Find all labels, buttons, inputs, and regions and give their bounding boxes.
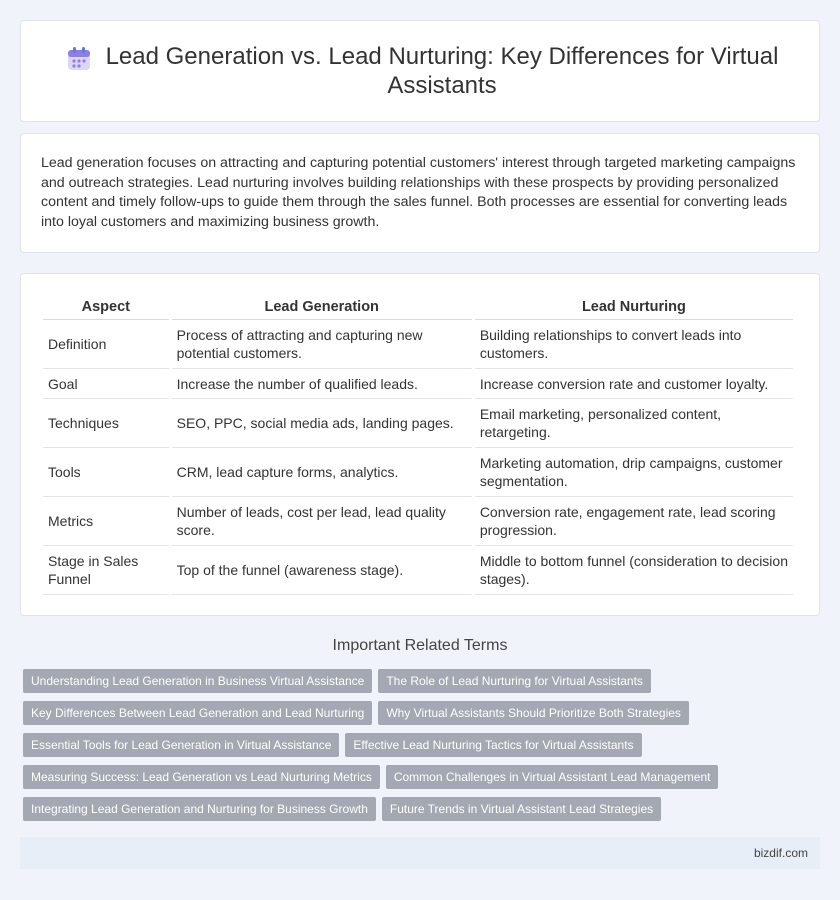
related-term-tag[interactable]: Measuring Success: Lead Generation vs Lead Nurturing Metrics <box>23 765 380 789</box>
related-terms-list <box>23 669 823 829</box>
footer <box>20 837 820 869</box>
table-cell: SEO, PPC, social media ads, landing pages. <box>172 399 472 448</box>
table-cell: Increase conversion rate and customer loyalty. <box>475 369 793 399</box>
column-header-lead-nurturing: Lead Nurturing <box>475 294 793 320</box>
tag-row <box>23 669 823 693</box>
comparison-table <box>40 294 796 595</box>
table-cell: Conversion rate, engagement rate, lead scoring progression. <box>475 497 793 546</box>
related-term-tag[interactable]: Key Differences Between Lead Generation and Lead Nurturing <box>23 701 372 725</box>
tag-row <box>23 765 823 789</box>
table-cell: Goal <box>43 369 169 399</box>
related-terms-title: Important Related Terms <box>332 637 508 654</box>
related-term-tag[interactable]: Why Virtual Assistants Should Prioritize Both Strategies <box>378 701 689 725</box>
related-term-tag[interactable]: Integrating Lead Generation and Nurturing for Business Growth <box>23 797 376 821</box>
page-title: Lead Generation vs. Lead Nurturing: Key Differences for Virtual Assistants <box>105 43 779 99</box>
table-row <box>43 546 793 595</box>
table-cell: Top of the funnel (awareness stage). <box>172 546 472 595</box>
related-term-tag[interactable]: Understanding Lead Generation in Business Virtual Assistance <box>23 669 372 693</box>
related-term-tag[interactable]: Essential Tools for Lead Generation in Virtual Assistance <box>23 733 339 757</box>
related-term-tag[interactable]: The Role of Lead Nurturing for Virtual Assistants <box>378 669 651 693</box>
table-cell: Process of attracting and capturing new potential customers. <box>172 320 472 369</box>
table-cell: Email marketing, personalized content, retargeting. <box>475 399 793 448</box>
table-row <box>43 369 793 399</box>
column-header-lead-generation: Lead Generation <box>172 294 472 320</box>
header-card <box>20 20 820 122</box>
table-cell: Tools <box>43 448 169 497</box>
table-cell: Middle to bottom funnel (consideration to decision stages). <box>475 546 793 595</box>
related-term-tag[interactable]: Future Trends in Virtual Assistant Lead Strategies <box>382 797 661 821</box>
table-header-row <box>43 294 793 320</box>
comparison-card <box>20 273 820 616</box>
table-cell: Marketing automation, drip campaigns, customer segmentation. <box>475 448 793 497</box>
footer-site-link[interactable]: bizdif.com <box>753 846 808 860</box>
table-cell: Stage in Sales Funnel <box>43 546 169 595</box>
related-term-tag[interactable]: Common Challenges in Virtual Assistant Lead Management <box>386 765 719 789</box>
table-cell: CRM, lead capture forms, analytics. <box>172 448 472 497</box>
table-cell: Increase the number of qualified leads. <box>172 369 472 399</box>
related-term-tag[interactable]: Effective Lead Nurturing Tactics for Virtual Assistants <box>345 733 641 757</box>
table-row <box>43 320 793 369</box>
intro-card <box>20 133 820 253</box>
tag-row <box>23 733 823 757</box>
table-row <box>43 399 793 448</box>
table-cell: Techniques <box>43 399 169 448</box>
intro-paragraph: Lead generation focuses on attracting and capturing potential customers' interest through targeted marketing campaigns and outreach strategies. Lead nurturing involves building relationships with these prospects by providing personalized content and timely follow-ups to guide them through the sales funnel. Both processes are essential for converting leads into loyal customers and maximizing business growth. <box>41 155 796 230</box>
tag-row <box>23 797 823 821</box>
table-cell: Metrics <box>43 497 169 546</box>
table-cell: Number of leads, cost per lead, lead quality score. <box>172 497 472 546</box>
table-row <box>43 448 793 497</box>
table-row <box>43 497 793 546</box>
column-header-aspect: Aspect <box>43 294 169 320</box>
table-cell: Building relationships to convert leads into customers. <box>475 320 793 369</box>
tag-row <box>23 701 823 725</box>
table-cell: Definition <box>43 320 169 369</box>
